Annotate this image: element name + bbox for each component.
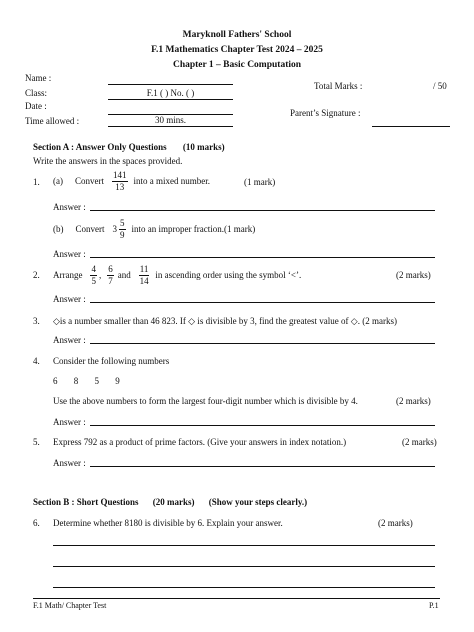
q4-text: Consider the following numbers bbox=[53, 356, 170, 366]
footer-page-number: P.1 bbox=[429, 601, 439, 610]
section-b-title: Section B : Short Questions bbox=[33, 497, 139, 507]
q1b-text-pre: Convert bbox=[75, 224, 105, 234]
q2-f3-numerator: 11 bbox=[139, 263, 149, 274]
q5-answer-line[interactable] bbox=[90, 466, 435, 467]
q1a-answer-line[interactable] bbox=[90, 210, 435, 211]
section-a-marks: (10 marks) bbox=[182, 142, 225, 152]
section-b-marks: (20 marks) bbox=[152, 497, 195, 507]
q3-answer-label: Answer : bbox=[53, 335, 86, 345]
q4-digit: 9 bbox=[115, 376, 120, 386]
q1a-numerator: 141 bbox=[113, 169, 127, 180]
time-allowed-label: Time allowed : bbox=[25, 116, 80, 126]
q2-f3-denominator: 14 bbox=[139, 275, 149, 286]
q4-digit: 6 bbox=[53, 376, 58, 386]
q4-number: 4. bbox=[33, 356, 40, 366]
section-a-instruction: Write the answers in the spaces provided. bbox=[33, 156, 183, 166]
q6-marks: (2 marks) bbox=[378, 518, 413, 528]
q1-number: 1. bbox=[33, 177, 40, 187]
q3-text: ◇is a number smaller than 46 823. If ◇ is divisible by 3, find the greatest value of ◇. (2 marks) bbox=[53, 316, 397, 326]
q4-text-2: Use the above numbers to form the largest four-digit number which is divisible by 4. bbox=[53, 396, 358, 406]
q4-digit: 8 bbox=[73, 376, 79, 386]
footer-divider bbox=[33, 598, 440, 599]
q4-answer-label: Answer : bbox=[53, 417, 86, 427]
name-field[interactable] bbox=[108, 84, 233, 85]
q1a-text-post: into a mixed number. bbox=[133, 176, 210, 186]
q2-fraction-3 bbox=[139, 265, 150, 286]
q1a-denominator: 13 bbox=[115, 181, 125, 192]
school-name: Maryknoll Fathers' School bbox=[182, 30, 292, 40]
q2-text-pre: Arrange bbox=[53, 270, 83, 280]
q5-answer-label: Answer : bbox=[53, 458, 86, 468]
total-marks-label: Total Marks : bbox=[314, 81, 363, 91]
q2-separator: , bbox=[98, 270, 102, 280]
q4-digits bbox=[53, 376, 120, 386]
date-label: Date : bbox=[25, 101, 47, 111]
q4-digit: 5 bbox=[94, 376, 99, 386]
q2-and: and bbox=[117, 270, 131, 280]
q2-question bbox=[53, 263, 301, 287]
q3-answer-line[interactable] bbox=[90, 343, 435, 344]
footer-left: F.1 Math/ Chapter Test bbox=[33, 601, 107, 610]
q4-answer-line[interactable] bbox=[90, 425, 435, 426]
test-title: F.1 Mathematics Chapter Test 2024 – 2025 bbox=[151, 45, 323, 55]
q1b-answer-line[interactable] bbox=[90, 257, 435, 258]
q1b-label: (b) bbox=[53, 224, 64, 234]
q5-text: Express 792 as a product of prime factors. (Give your answers in index notation.) bbox=[53, 437, 347, 447]
q6-working-line-1[interactable] bbox=[53, 545, 435, 546]
q2-f2-denominator: 7 bbox=[108, 275, 113, 286]
q1b-numerator: 5 bbox=[120, 217, 125, 228]
q6-text: Determine whether 8180 is divisible by 6. Explain your answer. bbox=[53, 518, 283, 528]
q4-marks: (2 marks) bbox=[396, 396, 431, 406]
q2-f2-numerator: 6 bbox=[108, 263, 113, 274]
q1b-fraction bbox=[119, 219, 126, 240]
q2-answer-line[interactable] bbox=[90, 302, 435, 303]
q6-working-line-3[interactable] bbox=[53, 587, 435, 588]
q2-marks: (2 marks) bbox=[396, 270, 431, 280]
q3-number: 3. bbox=[33, 316, 40, 326]
q1a-text-pre: Convert bbox=[75, 176, 104, 186]
q5-number: 5. bbox=[33, 437, 40, 447]
q5-marks: (2 marks) bbox=[402, 437, 437, 447]
q1b-text-post: into an improper fraction.(1 mark) bbox=[131, 224, 256, 234]
q2-fraction-1 bbox=[90, 265, 97, 286]
total-marks-value: / 50 bbox=[433, 81, 447, 91]
name-label: Name : bbox=[25, 73, 52, 83]
parent-signature-field[interactable] bbox=[372, 126, 450, 127]
q1b-question bbox=[53, 217, 255, 241]
section-b-note: (Show your steps clearly.) bbox=[208, 497, 308, 507]
q2-f1-numerator: 4 bbox=[91, 263, 96, 274]
class-label: Class: bbox=[25, 88, 48, 98]
class-value: F.1 ( ) No. ( ) bbox=[146, 88, 195, 98]
q1b-denominator: 9 bbox=[120, 229, 125, 240]
q2-answer-label: Answer : bbox=[53, 294, 86, 304]
q1a-question bbox=[53, 169, 210, 193]
q1a-marks: (1 mark) bbox=[244, 177, 276, 187]
q2-f1-denominator: 5 bbox=[91, 275, 96, 286]
q1b-mixed-number bbox=[113, 219, 128, 240]
section-a-heading bbox=[33, 142, 225, 152]
q2-number: 2. bbox=[33, 270, 40, 280]
time-allowed-value: 30 mins. bbox=[154, 115, 186, 125]
class-field[interactable] bbox=[108, 99, 233, 100]
q6-working-line-2[interactable] bbox=[53, 566, 435, 567]
q2-text-post: in ascending order using the symbol ‘<’. bbox=[155, 270, 302, 280]
section-b-heading bbox=[33, 497, 307, 507]
q1b-whole: 3 bbox=[112, 224, 117, 234]
time-allowed-field bbox=[108, 126, 233, 127]
q1a-label: (a) bbox=[53, 176, 63, 186]
q1b-answer-label: Answer : bbox=[53, 249, 86, 259]
q1a-answer-label: Answer : bbox=[53, 202, 86, 212]
q2-fraction-2 bbox=[107, 265, 114, 286]
section-a-title: Section A : Answer Only Questions bbox=[33, 142, 167, 152]
chapter-title: Chapter 1 – Basic Computation bbox=[172, 60, 302, 70]
q1a-fraction bbox=[112, 171, 128, 192]
q6-number: 6. bbox=[33, 518, 40, 528]
parent-signature-label: Parent’s Signature : bbox=[290, 108, 361, 118]
